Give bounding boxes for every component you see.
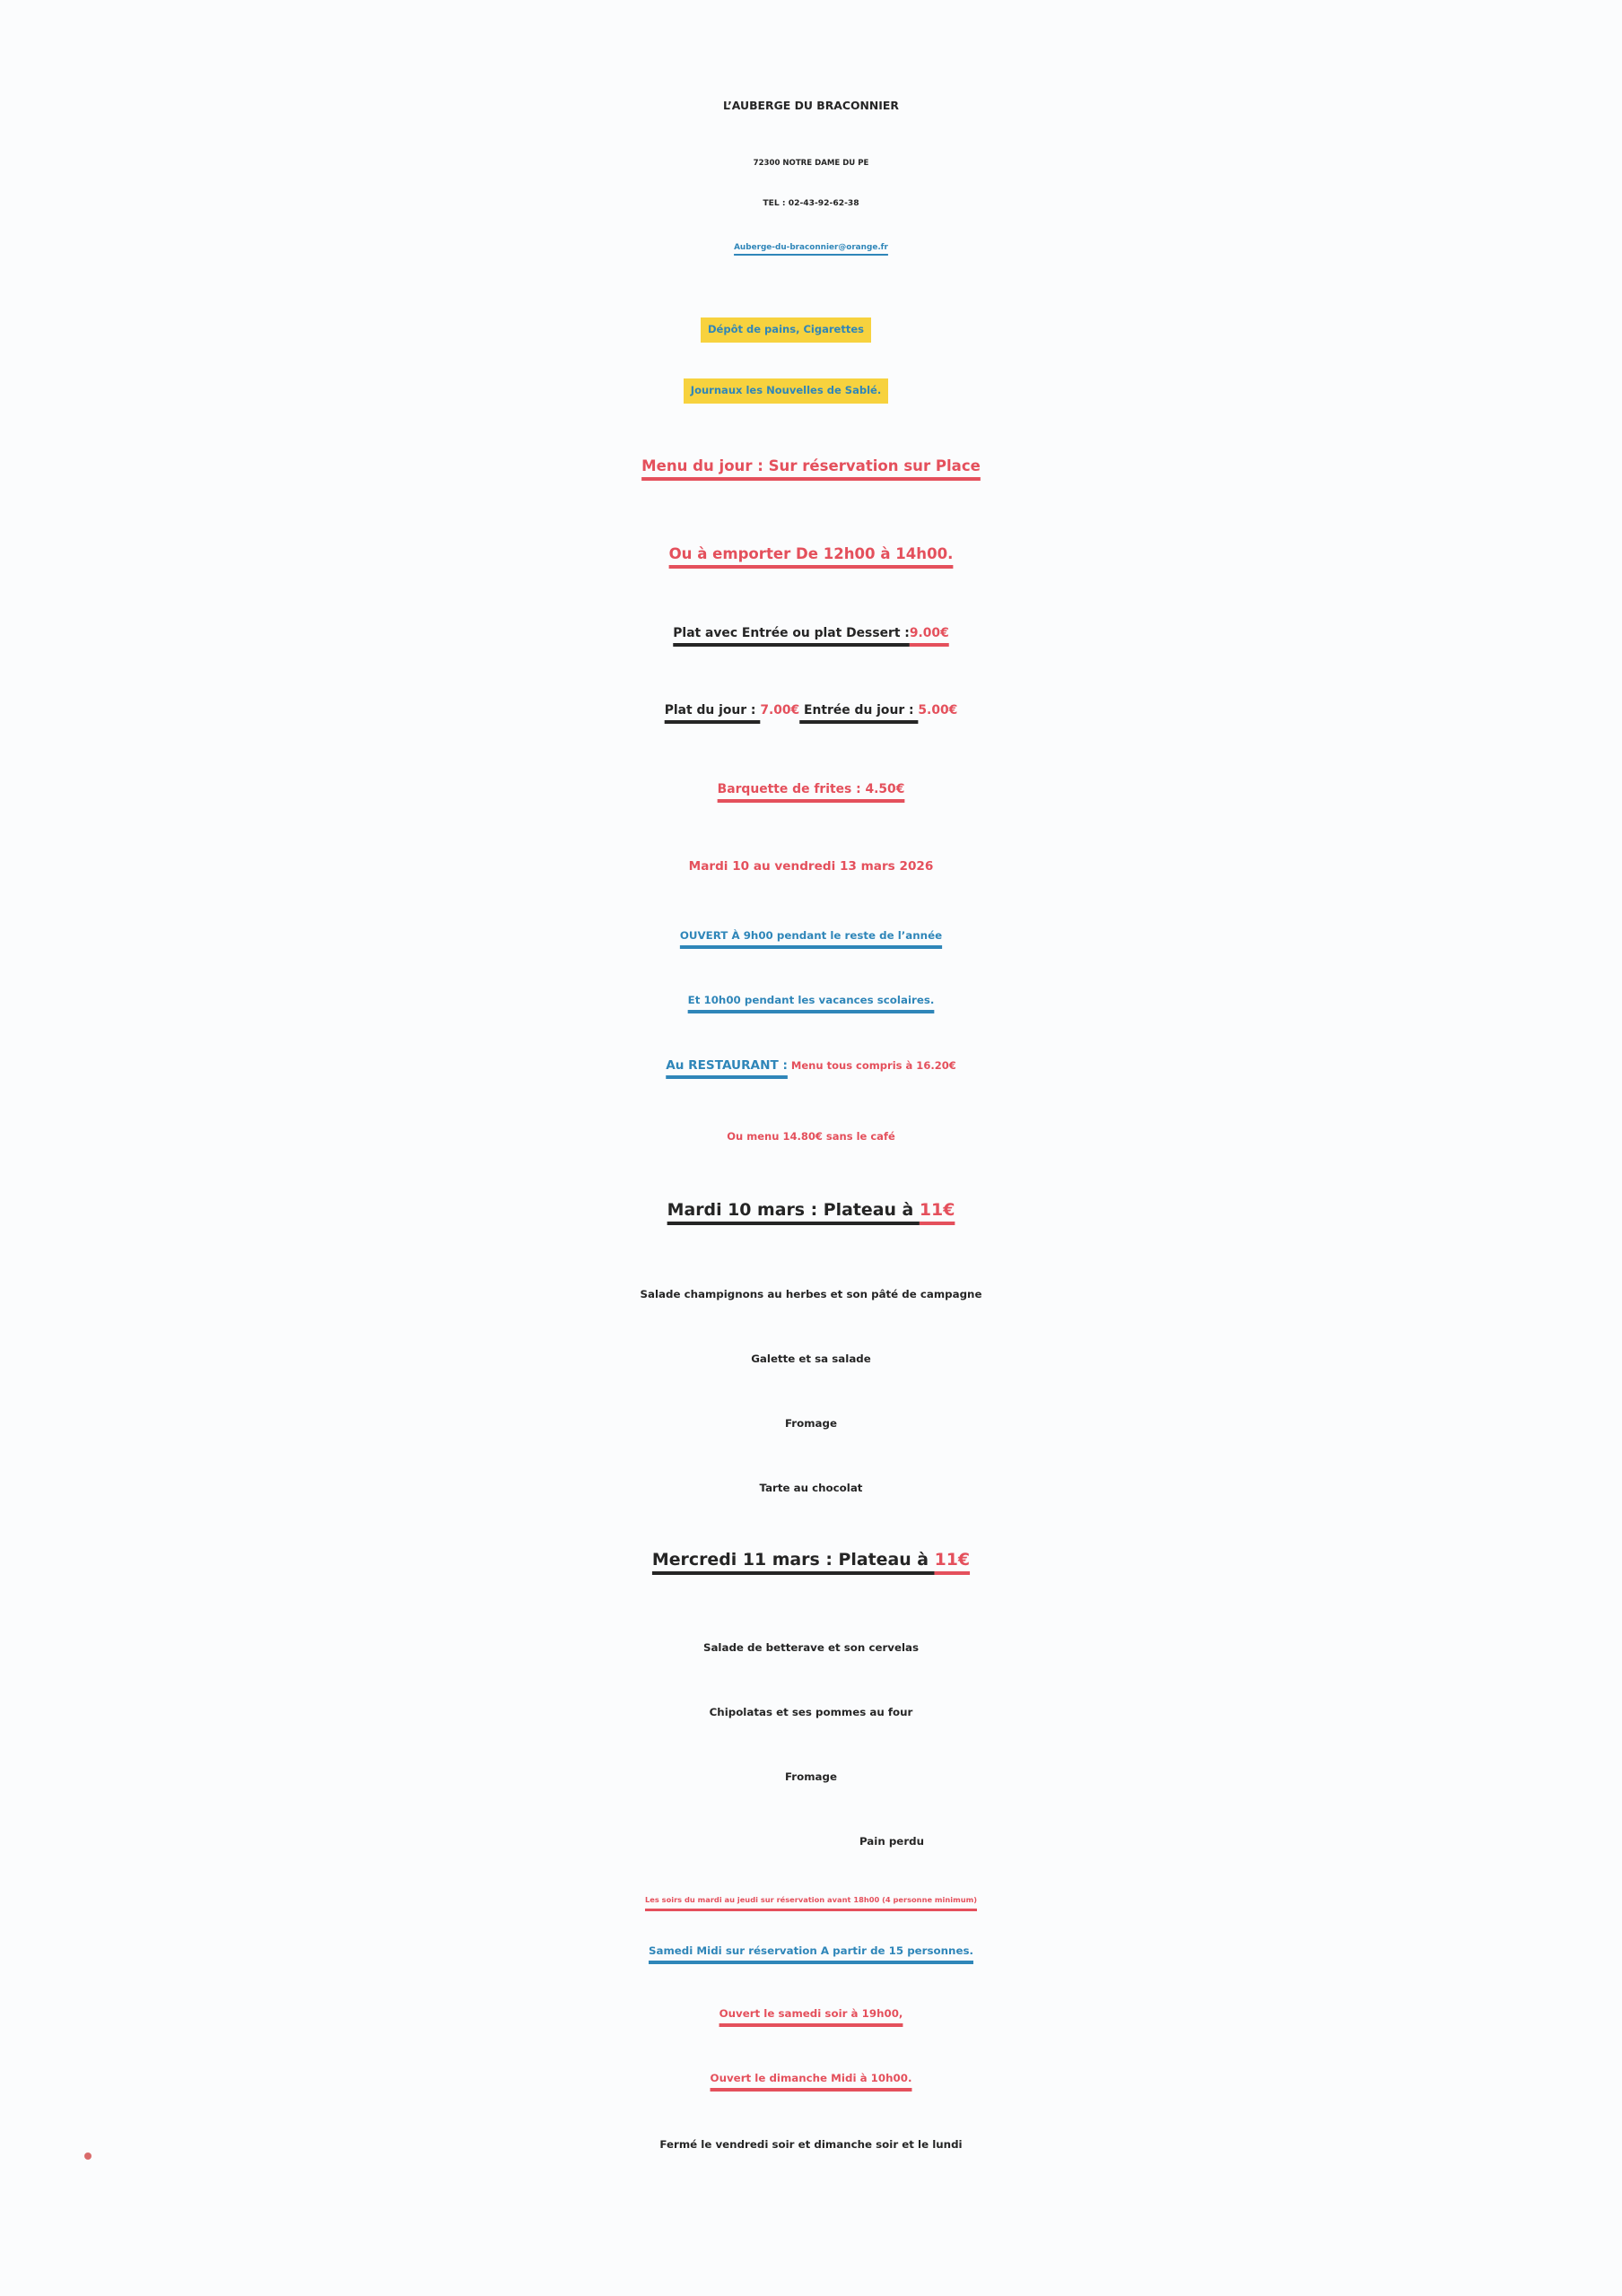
day-1-item-3: Fromage (784, 1417, 837, 1430)
opening-text-1: OUVERT À 9h00 pendant le reste de l’année (679, 929, 943, 942)
evenings-line (0, 1896, 1622, 1903)
services-highlight-1: Dépôt de pains, Cigarettes (701, 317, 871, 343)
services-line-2 (0, 386, 1597, 396)
frites-line (0, 784, 1622, 796)
services-line-1 (0, 325, 1597, 335)
day-1-price: 11€ (919, 1200, 955, 1220)
saturday-evening-text: Ouvert le samedi soir à 19h00, (719, 2007, 903, 2020)
address: 72300 NOTRE DAME DU PE (753, 159, 869, 168)
menu-du-jour-line-1: Menu du jour : Sur réservation sur Place (641, 457, 981, 474)
day-2-price: 11€ (934, 1550, 971, 1570)
day-1-title-text: Mardi 10 mars : Plateau à (667, 1200, 920, 1220)
plat-price: 7.00€ (760, 703, 800, 718)
opening-line-1 (0, 931, 1622, 942)
day-2-item-4: Pain perdu (859, 1835, 925, 1848)
day-1-title (0, 1202, 1622, 1219)
dates-line: Mardi 10 au vendredi 13 mars 2026 (688, 859, 934, 874)
phone: TEL : 02-43-92-62-38 (763, 198, 859, 208)
day-2-title-text: Mercredi 11 mars : Plateau à (651, 1550, 935, 1570)
menu-du-jour-hours (0, 547, 1622, 562)
services-highlight-2: Journaux les Nouvelles de Sablé. (684, 378, 888, 404)
evenings-text: Les soirs du mardi au jeudi sur réservation avant 18h00 (4 personne minimum) (644, 1895, 977, 1904)
entree-price: 5.00€ (918, 703, 958, 718)
formula-label: Plat avec Entrée ou plat Dessert : (673, 626, 910, 640)
opening-line-2 (0, 996, 1622, 1006)
sunday-midday-line (0, 2074, 1622, 2084)
day-1-item-2: Galette et sa salade (751, 1352, 871, 1365)
closed-days-line: Fermé le vendredi soir et dimanche soir et le lundi (659, 2138, 963, 2151)
saturday-midday-text: Samedi Midi sur réservation A partir de 15 personnes. (649, 1944, 973, 1957)
plat-entree-line (0, 705, 1622, 718)
plat-label: Plat du jour : (664, 703, 761, 718)
formula-line (0, 628, 1622, 640)
email-link[interactable] (0, 244, 1622, 252)
saturday-midday-line (0, 1946, 1622, 1957)
opening-text-2: Et 10h00 pendant les vacances scolaires. (687, 994, 935, 1006)
day-1-item-1: Salade champignons au herbes et son pâté de campagne (640, 1288, 982, 1300)
restaurant-label: Au RESTAURANT : (666, 1058, 788, 1073)
restaurant-menu: Menu tous compris à 16.20€ (787, 1059, 956, 1072)
day-2-item-2: Chipolatas et ses pommes au four (709, 1706, 913, 1718)
menu-du-jour-line-2: Ou à emporter De 12h00 à 14h00. (668, 545, 954, 562)
day-2-item-3: Fromage (784, 1770, 837, 1783)
stray-dot (84, 2152, 92, 2160)
sunday-midday-text: Ouvert le dimanche Midi à 10h00. (710, 2072, 912, 2084)
menu-du-jour-title (0, 459, 1622, 474)
restaurant-line (0, 1060, 1622, 1073)
entree-label: Entrée du jour : (799, 703, 919, 718)
formula-price: 9.00€ (909, 626, 949, 640)
restaurant-name: L’AUBERGE DU BRACONNIER (723, 99, 899, 112)
restaurant-alt: Ou menu 14.80€ sans le café (727, 1130, 895, 1143)
day-1-item-4: Tarte au chocolat (759, 1482, 863, 1494)
email-text[interactable]: Auberge-du-braconnier@orange.fr (734, 243, 888, 252)
frites-text: Barquette de frites : 4.50€ (717, 782, 905, 796)
day-2-title (0, 1552, 1622, 1569)
day-2-item-1: Salade de betterave et son cervelas (702, 1641, 920, 1654)
saturday-evening-line (0, 2009, 1622, 2020)
